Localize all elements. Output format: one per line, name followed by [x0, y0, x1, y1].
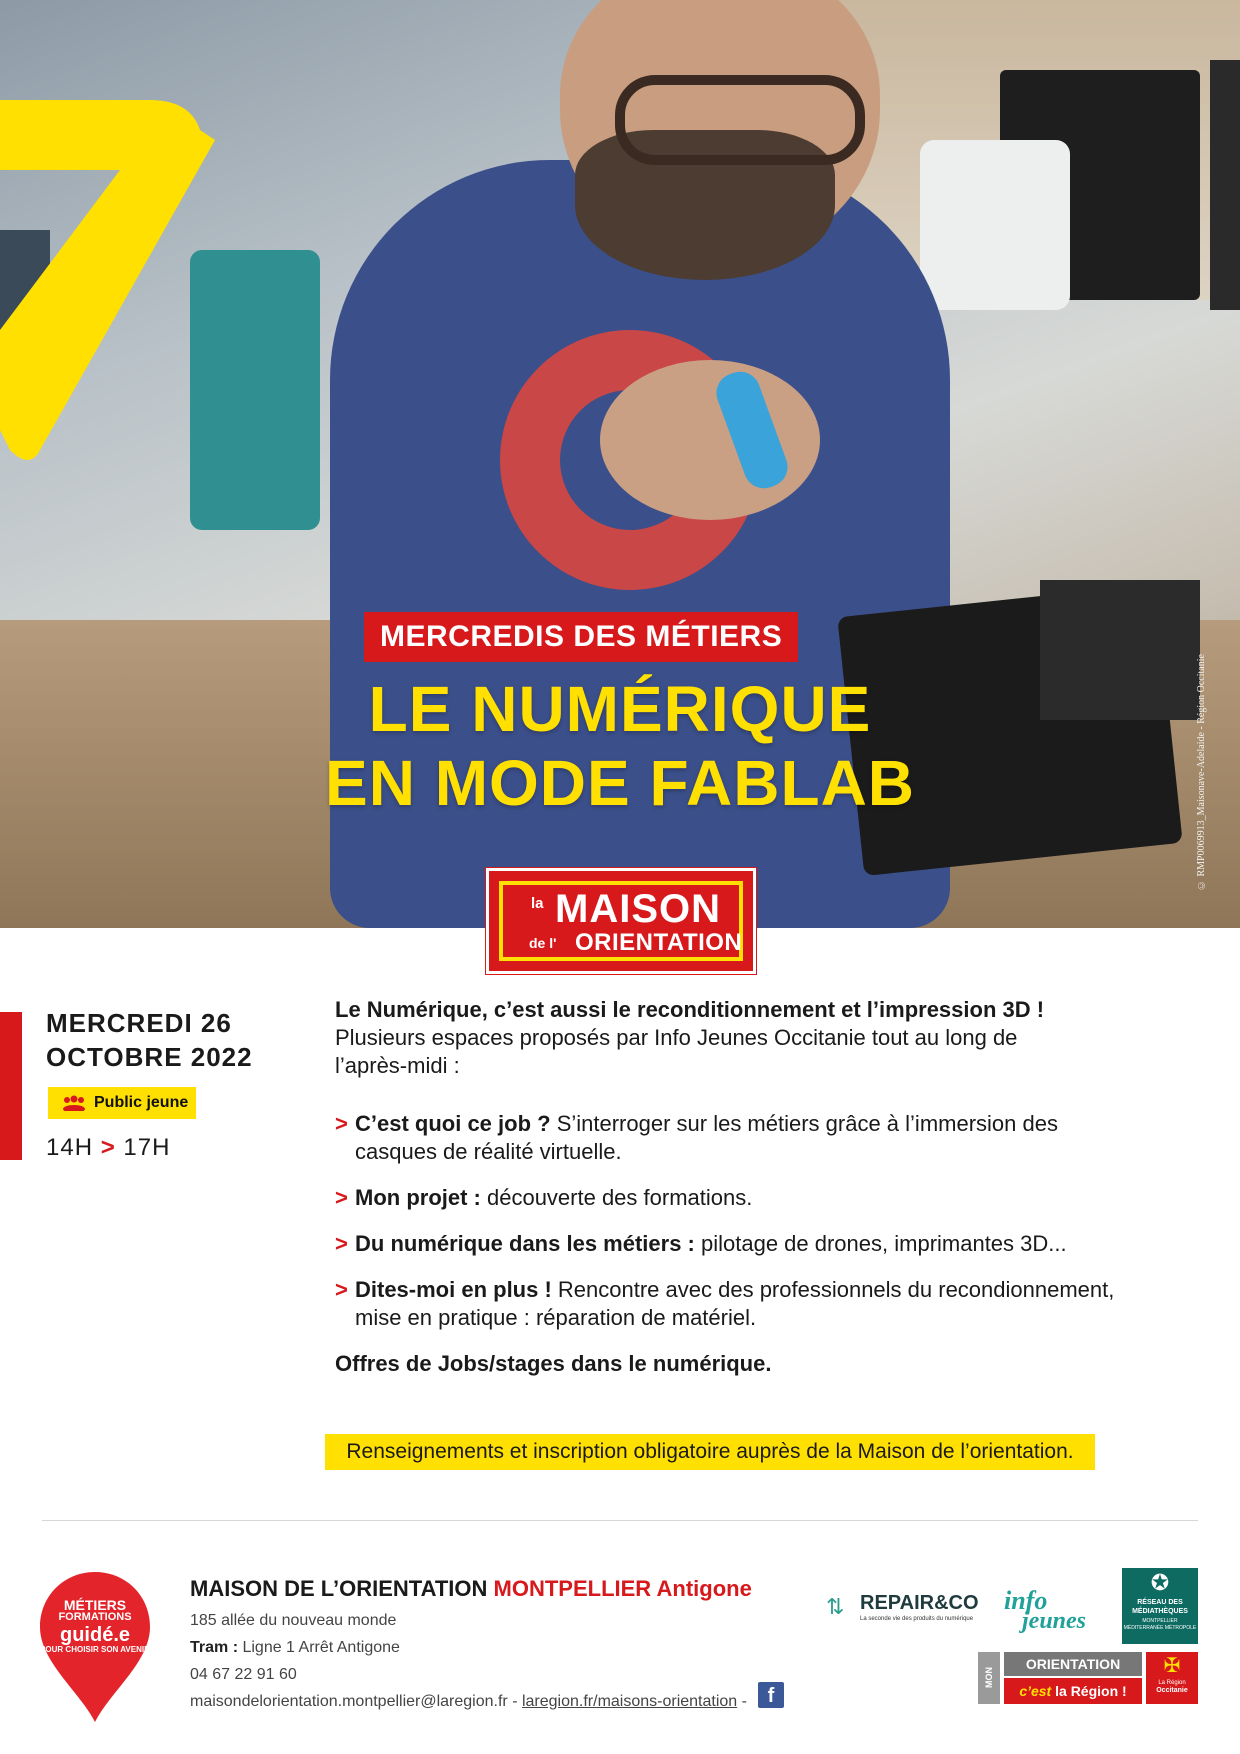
maison-orientation-logo [486, 868, 756, 974]
date-accent-bar [0, 1012, 22, 1160]
bullet-label: Mon projet : [355, 1185, 481, 1210]
repair-tagline: La seconde vie des produits du numérique [860, 1616, 974, 1622]
venue-city: MONTPELLIER Antigone [493, 1576, 752, 1601]
facebook-icon[interactable]: f [758, 1682, 784, 1708]
event-date-line-1: MERCREDI 26 [46, 1008, 232, 1038]
badge-line-3: guidé.e [59, 1624, 130, 1646]
mon-label: MON [978, 1652, 1000, 1704]
logo-orientation: ORIENTATION [575, 929, 743, 956]
region-logo-line-2: Occitanie [1156, 1687, 1188, 1694]
footer-divider [42, 1520, 1198, 1521]
list-item [335, 1110, 1135, 1166]
audience-label: Public jeune [94, 1094, 189, 1111]
repair-name: REPAIR&CO [860, 1592, 979, 1614]
list-item [335, 1184, 1155, 1212]
link-separator: - [737, 1693, 747, 1710]
venue-address: 185 allée du nouveau monde [190, 1612, 397, 1629]
occitan-cross-icon: ✠ [1163, 1655, 1181, 1677]
tram-label: Tram : [190, 1639, 239, 1656]
bullet-marker: > [335, 1277, 348, 1302]
badge-line-1: MÉTIERS [63, 1597, 127, 1613]
time-separator: > [100, 1134, 116, 1161]
repair-and-co-logo [826, 1592, 986, 1628]
event-series-tag: MERCREDIS DES MÉTIERS [364, 612, 798, 662]
venue-title [190, 1576, 752, 1602]
event-title-line-1: LE NUMÉRIQUE [368, 673, 872, 745]
cest-la-region-label [1004, 1678, 1142, 1704]
bullet-marker: > [335, 1231, 348, 1256]
offres-line: Offres de Jobs/stages dans le numérique. [335, 1351, 772, 1376]
event-title [240, 672, 1000, 820]
region-occitanie-logo [1146, 1652, 1198, 1704]
bullet-text: découverte des formations. [480, 1185, 753, 1210]
yellow-seven-shape-icon [0, 0, 240, 470]
cest-label: c’est [1019, 1683, 1052, 1699]
event-description [335, 996, 1155, 1378]
bullet-text: pilotage de drones, imprimantes 3D... [694, 1231, 1067, 1256]
activities-list [335, 1110, 1155, 1332]
bullet-text: Rencontre avec des professionnels du recondionnement, mise en pratique : réparation de matériel. [355, 1277, 1115, 1330]
venue-tram [190, 1639, 400, 1657]
time-end: 17H [123, 1134, 171, 1161]
venue-contact-links [190, 1693, 747, 1711]
bullet-label: Du numérique dans les métiers : [355, 1231, 695, 1256]
info-jeunes-text-2: jeunes [1022, 1608, 1087, 1634]
bullet-marker: > [335, 1185, 348, 1210]
list-item [335, 1276, 1155, 1332]
link-separator: - [507, 1693, 522, 1710]
logo-de: de l' [529, 935, 557, 951]
mon-orientation-logo [978, 1652, 1142, 1704]
event-date-line-2: OCTOBRE 2022 [46, 1042, 253, 1072]
bullet-label: Dites-moi en plus ! [355, 1277, 552, 1302]
repair-arrows-icon: ⇅ [826, 1594, 845, 1619]
info-jeunes-text-1: info [1004, 1586, 1048, 1615]
audience-badge [48, 1087, 196, 1119]
people-icon [62, 1095, 86, 1111]
tram-value: Ligne 1 Arrêt Antigone [238, 1639, 400, 1656]
mediatheques-sub: MONTPELLIER MÉDITERRANÉE MÉTROPOLE [1123, 1618, 1197, 1631]
photo-credit: © RMP0069913_Maisonave-Adelaide - Région Occitanie [1196, 654, 1207, 890]
hero-bg-shelf-edge [1210, 60, 1240, 310]
time-start: 14H [46, 1134, 94, 1161]
region-logo-line-1: La Région [1158, 1680, 1186, 1686]
hero-person-hand [600, 360, 820, 520]
hero-person-glasses [615, 75, 865, 165]
metiers-badge-text [40, 1598, 150, 1654]
venue-phone: 04 67 22 91 60 [190, 1666, 297, 1683]
list-item [335, 1230, 1155, 1258]
orientation-label: ORIENTATION [1004, 1652, 1142, 1676]
region-label: la Région ! [1051, 1683, 1127, 1699]
logo-la: la [531, 895, 544, 912]
hero-bg-bag [920, 140, 1070, 310]
info-jeunes-logo [1004, 1586, 1100, 1634]
hero-printer-part-2 [1040, 580, 1200, 720]
event-time [46, 1134, 170, 1162]
badge-line-2: FORMATIONS [58, 1611, 132, 1623]
venue-name: MAISON DE L’ORIENTATION [190, 1576, 494, 1601]
mediatheques-title: RÉSEAU DES MÉDIATHÈQUES [1132, 1599, 1188, 1615]
bullet-label: C’est quoi ce job ? [355, 1111, 551, 1136]
badge-line-4: POUR CHOISIR SON AVENIR [40, 1645, 150, 1654]
description-lead: Le Numérique, c’est aussi le reconditionnement et l’impression 3D ! [335, 997, 1045, 1022]
registration-notice: Renseignements et inscription obligatoire auprès de la Maison de l’orientation. [325, 1434, 1095, 1470]
website-link[interactable]: laregion.fr/maisons-orientation [521, 1693, 738, 1710]
email-link[interactable]: maisondelorientation.montpellier@laregion.fr [190, 1693, 508, 1710]
star-icon: ✪ [1150, 1570, 1170, 1595]
bullet-marker: > [335, 1111, 348, 1136]
logo-maison: MAISON [555, 887, 721, 931]
mediatheques-logo [1122, 1568, 1198, 1644]
description-intro: Plusieurs espaces proposés par Info Jeunes Occitanie tout au long de l’après-midi : [335, 1025, 1018, 1078]
event-title-line-2: EN MODE FABLAB [325, 747, 915, 819]
bullet-text: S’interroger sur les métiers grâce à l’immersion des casques de réalité virtuelle. [355, 1111, 1058, 1164]
